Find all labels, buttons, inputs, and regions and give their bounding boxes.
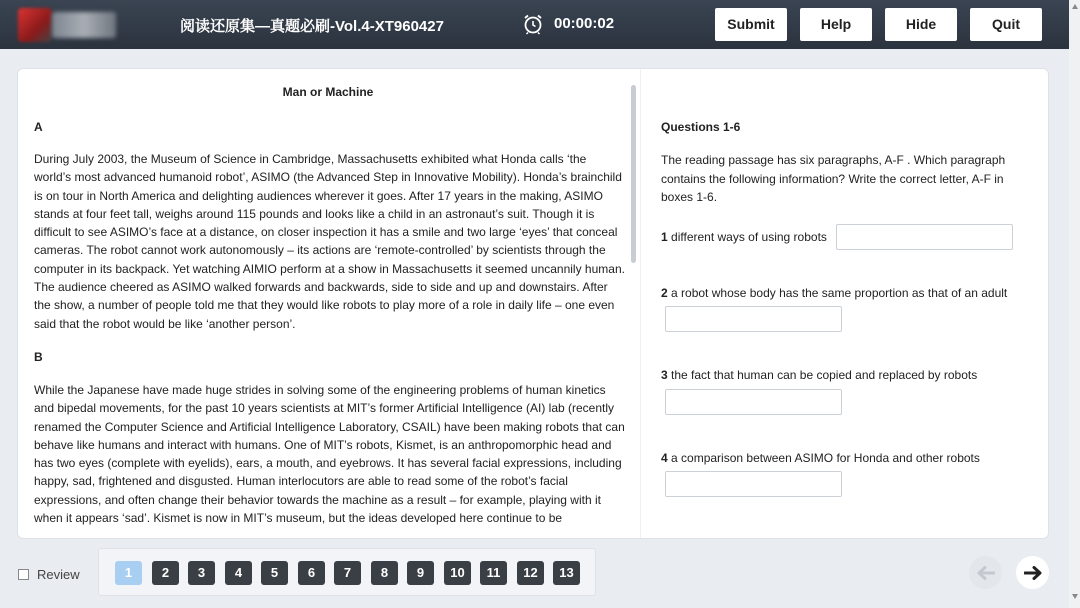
- answer-input-3[interactable]: [665, 389, 842, 415]
- test-title: 阅读还原集—真题必刷-Vol.4-XT960427: [180, 18, 444, 35]
- questions-heading: Questions 1-6: [661, 120, 741, 134]
- help-button[interactable]: Help: [800, 8, 872, 41]
- review-toggle[interactable]: [18, 566, 80, 582]
- paragraph-letter-a: A: [34, 120, 43, 134]
- passage-scrollbar[interactable]: [631, 85, 636, 263]
- question-pager: [98, 548, 596, 596]
- answer-input-2[interactable]: [665, 306, 842, 332]
- questions-instructions: The reading passage has six paragraphs, A-F . Which paragraph contains the following information? Write the correct letter, A-F in boxes 1-6.: [661, 153, 1006, 204]
- page-button-13[interactable]: 13: [553, 561, 580, 585]
- question-4: [661, 451, 980, 465]
- scroll-down-icon[interactable]: [1072, 594, 1078, 599]
- page-button-8[interactable]: 8: [371, 561, 398, 585]
- main-panel: [17, 68, 1049, 539]
- paragraph-letter-b: B: [34, 350, 43, 364]
- page-button-2[interactable]: 2: [152, 561, 179, 585]
- review-label: Review: [37, 566, 80, 582]
- quit-button[interactable]: Quit: [970, 8, 1042, 41]
- review-checkbox[interactable]: [18, 569, 29, 580]
- logo-mark: [18, 8, 52, 42]
- question-text: the fact that human can be copied and replaced by robots: [671, 368, 978, 382]
- question-text: a comparison between ASIMO for Honda and other robots: [671, 451, 980, 465]
- answer-input-4[interactable]: [665, 471, 842, 497]
- paragraph-a-text: During July 2003, the Museum of Science in Cambridge, Massachusetts exhibited what Honda calls ‘the world’s most advanced humanoid robot’, ASIMO (the Advanced Step in Innovative Mobility). Honda’s brainchild is on tour in North America and delighting audiences wherever it goes. After 17 years in the making, ASIMO stands at four feet tall, weighs around 115 pounds and looks like a child in an astronaut’s suit. Though it is difficult to see ASIMO’s face at a distance, on closer inspection it has a smile and two large ‘eyes’ that conceal cameras. The robot cannot work autonomously – its actions are ‘remote-controlled’ by scientists through the computer in its backpack. Yet watching AIMIO perform at a show in Massachusetts it seemed uncannily human. The audience cheered as ASIMO walked forwards and backwards, side to side and up and downstairs. After the show, a number of people told me that they would like robots to play more of a role in daily life – one even said that the robot would be like ‘another person’.: [34, 152, 625, 331]
- scroll-up-icon[interactable]: [1072, 4, 1078, 9]
- timer: 00:00:02: [554, 15, 615, 32]
- page-button-5[interactable]: 5: [261, 561, 288, 585]
- page-button-11[interactable]: 11: [480, 561, 507, 585]
- page-button-6[interactable]: 6: [298, 561, 325, 585]
- pane-divider[interactable]: [640, 69, 641, 539]
- page-button-7[interactable]: 7: [334, 561, 361, 585]
- question-number: 3: [661, 368, 668, 382]
- arrow-left-icon: [977, 566, 995, 580]
- paragraph-b-text: While the Japanese have made huge strides in solving some of the engineering problems of human kinetics and bipedal movements, for the past 10 years scientists at MIT’s former Artificial Intelligence (AI) lab (recently renamed the Computer Science and Artificial Intelligence Laboratory, CSAIL) have been making robots that can behave like humans and interact with humans. One of MIT’s robots, Kismet, is an anthropomorphic head and has two eyes (complete with eyelids), ears, a mouth, and eyebrows. It has several facial expressions, including happy, sad, frightened and disgusted. Human interlocutors are able to read some of the robot’s facial expressions, and often change their behavior towards the machine as a result – for example, playing with it when it appears ‘sad’. Kismet is now in MIT’s museum, but the ideas developed here continue to be: [34, 383, 625, 526]
- question-number: 2: [661, 286, 668, 300]
- window-scrollbar[interactable]: [1069, 0, 1080, 608]
- page-button-4[interactable]: 4: [225, 561, 252, 585]
- question-1: [661, 230, 827, 244]
- question-text: a robot whose body has the same proportion as that of an adult: [671, 286, 1008, 300]
- top-bar: [0, 0, 1080, 49]
- arrow-right-icon: [1024, 566, 1042, 580]
- logo: [18, 6, 118, 44]
- hide-button[interactable]: Hide: [885, 8, 957, 41]
- previous-button[interactable]: [969, 556, 1002, 589]
- question-text: different ways of using robots: [671, 230, 827, 244]
- alarm-clock-icon: [522, 13, 544, 35]
- question-2: [661, 286, 1007, 300]
- page-button-1[interactable]: 1: [115, 561, 142, 585]
- page-button-10[interactable]: 10: [444, 561, 471, 585]
- page-button-9[interactable]: 9: [407, 561, 434, 585]
- next-button[interactable]: [1016, 556, 1049, 589]
- reading-passage[interactable]: [18, 69, 638, 539]
- passage-title: Man or Machine: [282, 85, 374, 99]
- page-button-12[interactable]: 12: [517, 561, 544, 585]
- page-button-3[interactable]: 3: [188, 561, 215, 585]
- submit-button[interactable]: Submit: [715, 8, 787, 41]
- question-3: [661, 368, 977, 382]
- logo-text-blurred: [52, 12, 116, 38]
- questions-pane: [661, 69, 1031, 539]
- question-number: 1: [661, 230, 668, 244]
- question-number: 4: [661, 451, 668, 465]
- answer-input-1[interactable]: [836, 224, 1013, 250]
